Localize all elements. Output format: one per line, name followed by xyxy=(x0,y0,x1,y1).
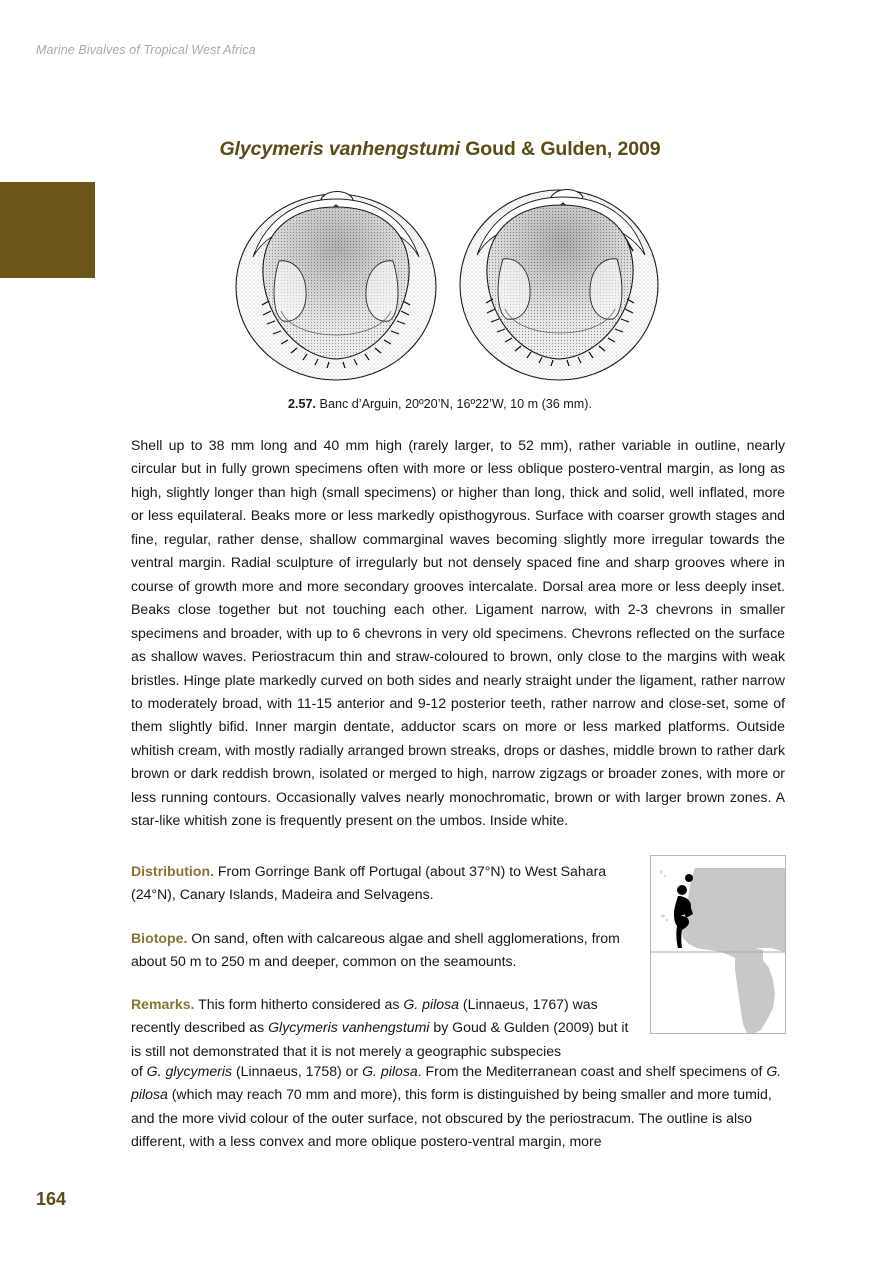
biotope-text: On sand, often with calcareous algae and shell agglomerations, from about 50 m to 250 m and deeper, common on the seamounts. xyxy=(131,930,620,970)
remarks-label: Remarks. xyxy=(131,996,195,1012)
remarks-text-3: by Goud & Gulden (2009) but it is still not demonstrated that it is not merely a geographic subspecies xyxy=(131,1019,629,1059)
remarks-taxon-2: Glycymeris vanhengstumi xyxy=(268,1019,430,1036)
remarks-cont-taxon-3: G. pilosa xyxy=(131,1063,782,1103)
remarks-cont-text-3: . From the Mediterranean coast and shelf specimens of xyxy=(417,1063,767,1079)
section-biotope xyxy=(131,927,639,974)
distribution-map xyxy=(650,855,786,1034)
section-remarks-continued xyxy=(131,1060,785,1154)
remarks-cont-text-4: (which may reach 70 mm and more), this form is distinguished by being smaller and more tumid, and the more vivid colour of the outer surface, not obscured by the periostracum. The outline is also different, with a less convex and more oblique postero-ventral margin, more xyxy=(131,1086,772,1150)
chapter-thumb-tab xyxy=(0,182,95,278)
figure-plate xyxy=(215,183,685,383)
distribution-text: From Gorringe Bank off Portugal (about 37°N) to West Sahara (24°N), Canary Islands, Madeira and Selvagens. xyxy=(131,863,607,903)
remarks-text-1: This form hitherto considered as xyxy=(194,996,404,1012)
remarks-cont-taxon-2: G. pilosa xyxy=(362,1063,418,1079)
species-description: Shell up to 38 mm long and 40 mm high (rarely larger, to 52 mm), rather variable in outline, nearly circular but in fully grown specimens often with more or less oblique postero-ventral margin, as long as high, slightly longer than high (small specimens) or higher than long, thick and solid, well inflated, more or less equilateral. Beaks more or less markedly opisthogyrous. Surface with coarser growth stages and fine, regular, rather dense, shallow commarginal waves becoming slightly more irregular towards the ventral margin. Radial sculpture of irregularly but not densely spaced fine and sharp grooves where in course of growth more and more secondary grooves intercalate. Dorsal area more or less deeply inset. Beaks close together but not touching each other. Ligament narrow, with 2-3 chevrons in smaller specimens and broader, with up to 6 chevrons in very old specimens. Chevrons reflected on the surface as shallow waves. Periostracum thin and straw-coloured to brown, only close to the margins with weak bristles. Hinge plate markedly curved on both sides and nearly straight under the ligament, rather narrow to moderately broad, with 11-15 anterior and 9-12 posterior teeth, rather narrow and close-set, some of them slightly bifid. Inner margin dentate, adductor scars on more or less marked platforms. Outside whitish cream, with mostly radially arranged brown streaks, drops or dashes, middle brown to rather dark brown or dark reddish brown, isolated or merged to high, narrow zigzags or broader zones, with more or less running contours. Occasionally valves nearly monochromatic, brown or with larger brown zones. A star-like whitish zone is frequently present on the umbos. Inside white. xyxy=(131,437,785,829)
remarks-text-2: (Linnaeus, 1767) was recently described as xyxy=(131,996,598,1036)
remarks-cont-text-1: of xyxy=(131,1063,147,1079)
page-number: 164 xyxy=(36,1189,67,1209)
remarks-cont-taxon-1: G. glycymeris xyxy=(146,1063,233,1079)
biotope-label: Biotope. xyxy=(131,930,188,946)
distribution-label: Distribution. xyxy=(131,863,214,879)
figure-caption-text: Banc d’Arguin, 20º20’N, 16º22’W, 10 m (36 mm). xyxy=(316,397,592,411)
running-head: Marine Bivalves of Tropical West Africa xyxy=(36,43,256,57)
shell-illustration-right xyxy=(455,183,670,383)
page-title xyxy=(0,138,880,161)
figure-number: 2.57. xyxy=(288,397,317,411)
figure-caption xyxy=(0,397,880,411)
shell-illustration-left xyxy=(229,183,444,383)
species-binomen: Glycymeris vanhengstumi xyxy=(219,138,460,160)
remarks-taxon-1: G. pilosa xyxy=(403,996,459,1012)
section-distribution xyxy=(131,860,639,907)
section-remarks xyxy=(131,993,639,1063)
remarks-cont-text-2: (Linnaeus, 1758) or xyxy=(232,1063,363,1079)
species-authority: Goud & Gulden, 2009 xyxy=(459,138,661,160)
